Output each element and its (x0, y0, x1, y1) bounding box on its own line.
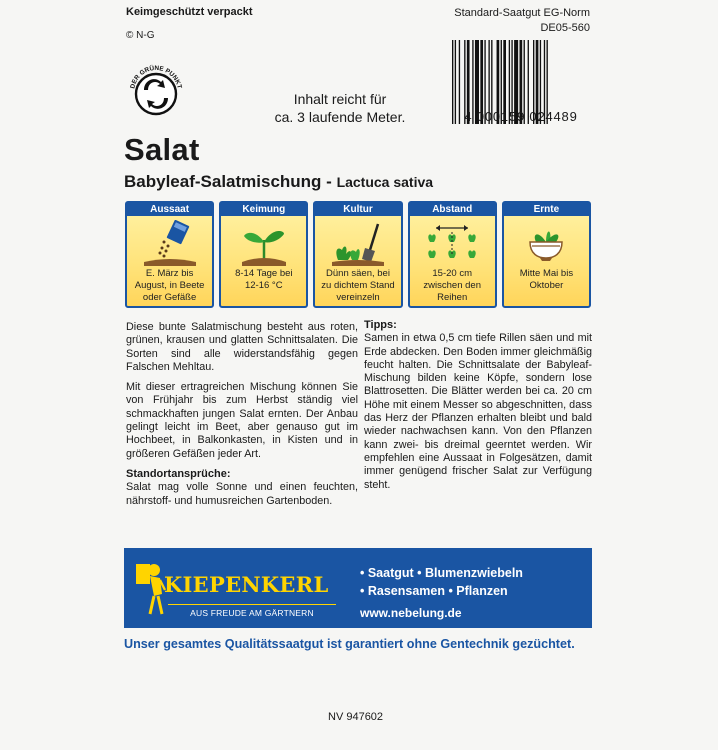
card-ernte (502, 201, 591, 308)
card-text-line: 12-16 °C (244, 280, 283, 291)
card-text-line: Mitte Mai bis (519, 268, 574, 279)
cultivation-info-cards (125, 201, 591, 308)
content-note-line1: Inhalt reicht für (293, 91, 387, 107)
card-title: Aussaat (150, 204, 190, 215)
location-heading: Standortansprüche: (126, 467, 231, 480)
barcode-number: 4 000159 024489 (464, 109, 578, 124)
card-title: Kultur (343, 204, 373, 215)
tips-heading: Tipps: (364, 319, 397, 331)
card-aussaat (125, 201, 214, 308)
card-text-line: Oktober (529, 280, 564, 291)
card-title: Keimung (242, 204, 286, 215)
card-text-line: August, in Beete (134, 280, 205, 291)
product-range (360, 564, 523, 600)
latin-name: Lactuca sativa (336, 174, 434, 190)
card-text-line: E. März bis (145, 268, 194, 279)
card-keimung (219, 201, 308, 308)
card-text-line: zu dichtem Stand (321, 280, 395, 291)
standard-note (454, 6, 590, 36)
packaging-note: Keimgeschützt verpackt (126, 6, 253, 18)
gruener-punkt-logo-icon (124, 60, 188, 124)
seed-packet-icon (140, 220, 200, 266)
card-text-line: Reihen (437, 292, 468, 303)
description-paragraph: Mit dieser ertragreichen Mischung können Sie von Frühjahr bis zum Herbst ständig viel schmackhaften jungen Salat ernten. Der Anbau gelingt leicht im Beet, aber genauso gut im Hochbeet, in Balkonkasten, in Kisten und in größeren Gefäßen jeder Art. (126, 381, 358, 460)
brand-tagline: AUS FREUDE AM GÄRTNERN (168, 604, 336, 618)
kiepenkerl-figure-icon (132, 560, 166, 618)
card-text-line: zwischen den (423, 280, 481, 291)
card-title: Abstand (432, 204, 473, 215)
variety-name: Babyleaf-Salatmischung - (124, 172, 337, 191)
product-title: Salat (124, 132, 200, 167)
harvest-bowl-icon (516, 220, 576, 266)
spacing-arrows-icon (422, 220, 482, 266)
card-kultur (313, 201, 402, 308)
card-abstand (408, 201, 497, 308)
tips-column (364, 317, 592, 499)
card-text-line: Dünn säen, bei (326, 268, 390, 279)
standard-code: DE05-560 (540, 22, 590, 34)
description-column (126, 321, 358, 515)
article-code: NV 947602 (328, 711, 384, 723)
standard-line: Standard-Saatgut EG-Norm (454, 7, 590, 19)
spade-plants-icon (328, 220, 388, 266)
content-note-line2: ca. 3 laufende Meter. (274, 109, 406, 125)
tips-paragraph: Samen in etwa 0,5 cm tiefe Rillen säen und mit Erde abdecken. Den Boden immer gleichmäßig feucht halten. Die Schnittsalate der Babyleaf-Mischung bilden keine Köpfe, sondern lose Blattrosetten. Die Blätter werden bei ca. 20 cm Höhe mit einem Messer so abgeschnitten, dass das Herz der Pflanzen erhalten bleibt und bald wieder nachwachsen kann. Von den Pflanzen kann zwei- bis dreimal geerntet werden. Wir empfehlen eine Aussaat in Folgesätzen, damit immer genügend frischer Salat zur Verfügung steht. (364, 332, 592, 491)
location-paragraph: Salat mag volle Sonne und einen feuchten, nährstoff- und humusreichen Gartenboden. (126, 481, 358, 507)
card-title: Ernte (533, 204, 560, 215)
card-text-line: vereinzeln (336, 292, 380, 303)
product-subtitle (124, 172, 433, 192)
product-range-line: • Rasensamen • Pflanzen (360, 584, 508, 598)
brand-banner (124, 548, 592, 628)
card-text-line: 8-14 Tage bei (235, 268, 293, 279)
card-text-line: 15-20 cm (432, 268, 472, 279)
product-range-line: • Saatgut • Blumenzwiebeln (360, 566, 523, 580)
svg-text:DER GRÜNE PUNKT: DER GRÜNE PUNKT (129, 64, 183, 90)
content-note (240, 90, 440, 126)
sprout-icon (234, 220, 294, 266)
website-link[interactable]: www.nebelung.de (360, 606, 462, 620)
gmo-free-statement: Unser gesamtes Qualitätssaatgut ist garantiert ohne Gentechnik gezüchtet. (124, 637, 575, 651)
copyright-note: © N-G (126, 30, 155, 41)
description-paragraph: Diese bunte Salatmischung besteht aus roten, grünen, krausen und glatten Schnittsalaten. Die Sorten sind alle widerstandsfähig gegen Falschen Mehltau. (126, 321, 358, 373)
brand-name: KIEPENKERL (164, 572, 329, 597)
card-text-line: oder Gefäße (142, 292, 197, 303)
